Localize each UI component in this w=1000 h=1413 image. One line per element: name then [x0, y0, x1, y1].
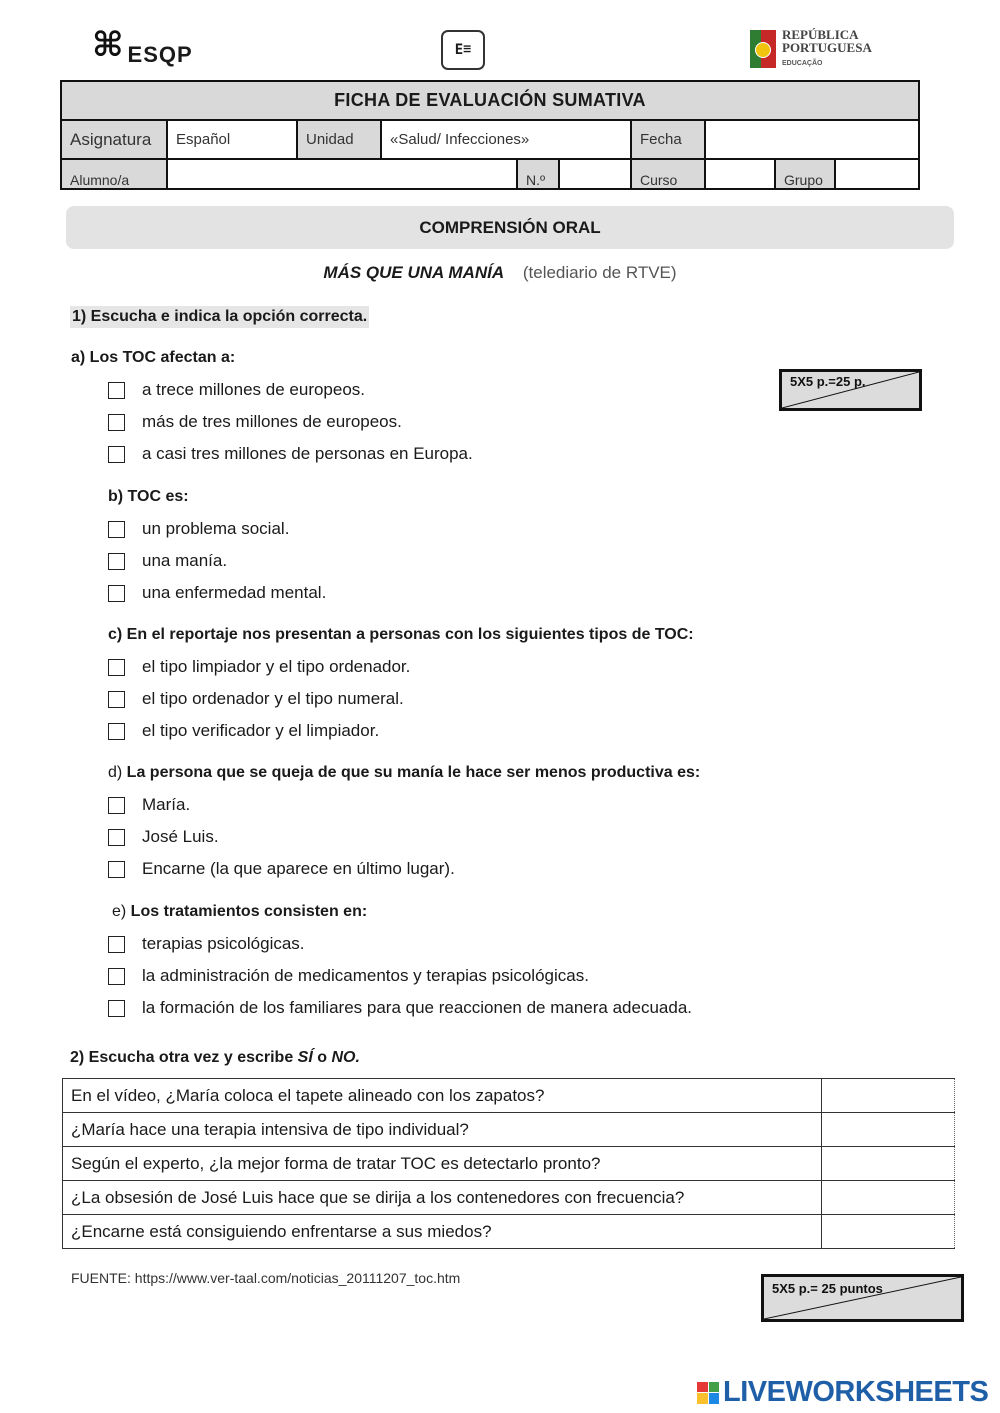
curso-field[interactable] [706, 160, 776, 188]
esqp-logo-text: ESQP [127, 42, 193, 67]
si-no-table [62, 1078, 955, 1249]
checkbox-icon[interactable] [108, 446, 125, 463]
score-box-part2 [761, 1274, 964, 1322]
question-d: d) La persona que se queja de que su manía le hace ser menos productiva es: [108, 764, 701, 781]
option-b2[interactable]: una manía. [108, 551, 227, 571]
option-e3[interactable]: la formación de los familiares para que reaccionen de manera adecuada. [108, 998, 692, 1018]
portugal-flag-icon [750, 30, 776, 68]
option-d1[interactable]: María. [108, 795, 190, 815]
asignatura-label: Asignatura [62, 121, 168, 158]
checkbox-icon[interactable] [108, 659, 125, 676]
question-e: e) Los tratamientos consisten en: [112, 903, 368, 920]
option-a1[interactable]: a trece millones de europeos. [108, 380, 365, 400]
score-box-part1 [779, 369, 922, 411]
part1-instruction: 1) Escucha e indica la opción correcta. [70, 306, 369, 328]
grupo-field[interactable] [836, 160, 918, 188]
video-title: MÁS QUE UNA MANÍA [323, 263, 505, 282]
numero-label: N.º [518, 160, 560, 188]
numero-field[interactable] [560, 160, 632, 188]
liveworksheets-text: LIVEWORKSHEETS [723, 1376, 989, 1408]
option-b3[interactable]: una enfermedad mental. [108, 583, 326, 603]
option-b1[interactable]: un problema social. [108, 519, 289, 539]
option-e1[interactable]: terapias psicológicas. [108, 934, 305, 954]
option-e2[interactable]: la administración de medicamentos y terapias psicológicas. [108, 966, 589, 986]
fecha-label: Fecha [632, 121, 706, 158]
table-row [63, 1079, 955, 1113]
checkbox-icon[interactable] [108, 414, 125, 431]
fecha-field[interactable] [706, 121, 918, 158]
checkbox-icon[interactable] [108, 861, 125, 878]
option-c2[interactable]: el tipo ordenador y el tipo numeral. [108, 689, 404, 709]
answer-field-1[interactable] [822, 1079, 955, 1113]
statement-1: En el vídeo, ¿María coloca el tapete alineado con los zapatos? [63, 1079, 822, 1113]
video-source: (telediario de RTVE) [522, 263, 677, 282]
option-d3[interactable]: Encarne (la que aparece en último lugar). [108, 859, 455, 879]
esqp-logo [92, 25, 193, 67]
checkbox-icon[interactable] [108, 797, 125, 814]
checkbox-icon[interactable] [108, 723, 125, 740]
logo-line-1: REPÚBLICA [782, 27, 859, 42]
curso-label: Curso [632, 160, 706, 188]
table-row [63, 1181, 955, 1215]
statement-3: Según el experto, ¿la mejor forma de tratar TOC es detectarlo pronto? [63, 1147, 822, 1181]
liveworksheets-logo [697, 1376, 988, 1409]
question-a: a) Los TOC afectan a: [71, 349, 236, 366]
answer-field-3[interactable] [822, 1147, 955, 1181]
table-row [63, 1147, 955, 1181]
logo-sub: EDUCAÇÃO [782, 60, 823, 67]
option-a2[interactable]: más de tres millones de europeos. [108, 412, 402, 432]
sheet-title: FICHA DE EVALUACIÓN SUMATIVA [62, 82, 918, 121]
checkbox-icon[interactable] [108, 553, 125, 570]
unidad-value[interactable]: «Salud/ Infecciones» [382, 121, 632, 158]
section-banner: COMPRENSIÓN ORAL [66, 206, 954, 249]
liveworksheets-icon [697, 1382, 719, 1404]
checkbox-icon[interactable] [108, 382, 125, 399]
checkbox-icon[interactable] [108, 936, 125, 953]
logo-line-2: PORTUGUESA [782, 40, 872, 55]
center-logo: E ☰ [441, 30, 485, 70]
score-label-part2: 5X5 p.= 25 puntos [772, 1281, 883, 1296]
option-c3[interactable]: el tipo verificador y el limpiador. [108, 721, 379, 741]
score-label-part1: 5X5 p.=25 p. [790, 374, 866, 389]
esqp-emblem-icon: ⌘ [92, 25, 124, 65]
alumno-field[interactable] [168, 160, 518, 188]
unidad-label: Unidad [298, 121, 382, 158]
statement-4: ¿La obsesión de José Luis hace que se dirija a los contenedores con frecuencia? [63, 1181, 822, 1215]
part2-instruction: 2) Escucha otra vez y escribe SÍ o NO. [70, 1049, 360, 1066]
option-d2[interactable]: José Luis. [108, 827, 219, 847]
republica-portuguesa-logo [750, 28, 872, 70]
subtitle [0, 263, 1000, 283]
statement-2: ¿María hace una terapia intensiva de tipo individual? [63, 1113, 822, 1147]
table-row [63, 1215, 955, 1249]
checkbox-icon[interactable] [108, 1000, 125, 1017]
header-table [60, 80, 920, 190]
answer-field-2[interactable] [822, 1113, 955, 1147]
table-row [63, 1113, 955, 1147]
answer-field-4[interactable] [822, 1181, 955, 1215]
source-citation: FUENTE: https://www.ver-taal.com/noticias_20111207_toc.htm [71, 1270, 461, 1286]
option-a3[interactable]: a casi tres millones de personas en Europa. [108, 444, 473, 464]
center-logo-text: E [454, 42, 464, 58]
checkbox-icon[interactable] [108, 829, 125, 846]
answer-field-5[interactable] [822, 1215, 955, 1249]
checkbox-icon[interactable] [108, 521, 125, 538]
statement-5: ¿Encarne está consiguiendo enfrentarse a sus miedos? [63, 1215, 822, 1249]
option-c1[interactable]: el tipo limpiador y el tipo ordenador. [108, 657, 410, 677]
grupo-label: Grupo [776, 160, 836, 188]
asignatura-value[interactable]: Español [168, 121, 298, 158]
checkbox-icon[interactable] [108, 585, 125, 602]
alumno-label: Alumno/a [62, 160, 168, 188]
checkbox-icon[interactable] [108, 691, 125, 708]
question-b: b) TOC es: [108, 488, 189, 505]
checkbox-icon[interactable] [108, 968, 125, 985]
question-c: c) En el reportaje nos presentan a personas con los siguientes tipos de TOC: [108, 626, 694, 643]
